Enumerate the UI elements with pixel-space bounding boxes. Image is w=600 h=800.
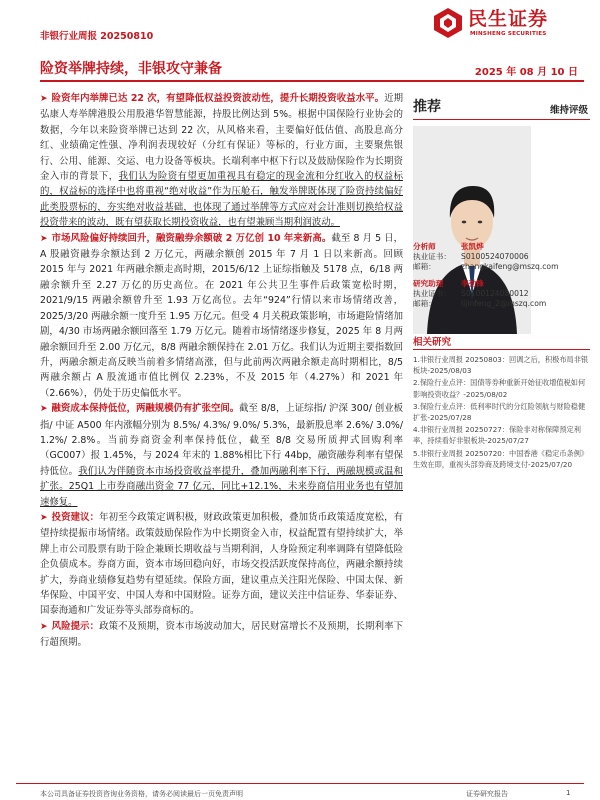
related-item[interactable]: 5.非银行业周报 20250720：中国香港《稳定币条例》生效在即，重视头部券商及跨境支付-2025/07/20 bbox=[413, 448, 589, 469]
analyst-2-role: 研究助理 bbox=[413, 279, 444, 288]
analyst-2-mail-label: 邮箱： bbox=[413, 299, 436, 308]
report-date: 2025 年 08 月 10 日 bbox=[474, 67, 578, 78]
related-item[interactable]: 4.非银行业周报 20250727：保险非对称保障预定利率，持续看好非银板块-2025/07/27 bbox=[413, 425, 581, 446]
p2-highlight: 市场风险偏好持续回升，融资融券余额破 2 万亿创 10 年来新高。 bbox=[51, 232, 332, 244]
bullet-arrow-icon: ➤ bbox=[40, 621, 48, 632]
paragraph-1 bbox=[40, 91, 403, 231]
paragraph-3 bbox=[40, 401, 403, 510]
analyst-1-mail-label: 邮箱： bbox=[413, 262, 436, 271]
p4-text: 年初至今政策定调积极，财政政策更加积极，叠加货币政策适度宽松，有望持续提振市场情绪。政策鼓励保险作为中长期资金入市，权益配置有望持续扩大，举牌上市公司股票有助于险企兼顾长期收益与当期利润，人身险预定利率调降有望降低险企负债成本。券商方面，资本市场回稳向好，市场交投活跃度保持高位，两融余额持续扩大，券商业绩修复趋势有望延续。保险方面，建议重点关注阳光保险、中国太保、新华保险、中国平安、中国人寿和中国财险。证券方面，建议关注中信证券、华泰证券、国泰海通和广发证券等头部券商标的。 bbox=[40, 511, 403, 617]
related-item[interactable]: 2.保险行业点评：国债等券种重新开始征收增值税如何影响投资收益？-2025/08/02 bbox=[413, 378, 586, 399]
bullet-arrow-icon: ➤ bbox=[40, 404, 48, 415]
analyst-1-cert: S0100524070006 bbox=[461, 252, 529, 261]
p2-text: 截至 8 月 5 日，A 股融资融券余额达到 2 万亿元，两融余额创 2015 年 7 月 1 日以来新高。回顾 2015 年与 2021 年两融余额走高时期，2015/6/12 上证综指触及 5178 点，6/18 两融余额升至 2.27 万亿的历史高位。在 2021 年公共卫生事件后政策宽松时期，2021/9/15 两融余额曾升至 1.93 万亿高位。去年“924”行情以来市场情绪改善，2025/3/20 两融余额一度升至 1.95 万亿元。但受 4 月关税政策影响，市场避险情绪加剧，4/30 市场两融余额回落至 1.79 万亿元。随着市场情绪逐步修复，2025 年 8 月两融余额回升至 2.00 万亿元，8/8 两融余额保持在 2.01 万亿。我们认为近期主要指数回升，两融余额走高反映当前着多情绪高涨，但与此前两次两融余额走高时期相比，8/5 两融余额占 A 股流通市值比例仅 2.23%，不及 2015 年（4.27%）和 2021 年（2.66%），仍处于历史偏低水平。 bbox=[40, 232, 403, 399]
main-content bbox=[40, 91, 403, 651]
analyst-2-name: 李劲锋 bbox=[461, 279, 484, 288]
logo-mark-icon bbox=[432, 6, 464, 40]
bullet-arrow-icon: ➤ bbox=[40, 512, 48, 523]
related-research-list bbox=[413, 354, 590, 471]
related-research-title: 相关研究 bbox=[413, 337, 452, 348]
logo-text-en: MINSHENG SECURITIES bbox=[470, 31, 547, 37]
page-number: 1 bbox=[566, 789, 571, 797]
paragraph-2 bbox=[40, 231, 403, 401]
analyst-2-cert-label: 执业证书： bbox=[413, 289, 451, 298]
paragraph-5 bbox=[40, 619, 403, 651]
p3-text: 截至 8/8，上证综指/ 沪深 300/ 创业板指/ 中证 A500 年内涨幅分别为 8.5%/ 4.3%/ 9.0%/ 5.3%，最新股息率 2.6%/ 3.0%/ 1.2%/ 2.8%。当前券商资金利率保持低位，截至 8/8 交易所质押式回购利率（GC007）报 1.45%，与 2024 年末的 1.88%相比下行 44bp，融资融券利率有望保持低位。 bbox=[40, 403, 403, 477]
footer-doc-type: 证券研究报告 bbox=[466, 790, 508, 798]
footer-divider bbox=[16, 783, 584, 784]
p5-text: 政策不及预期，资本市场波动加大，居民财富增长不及预期，长期利率下行超预期。 bbox=[40, 620, 403, 649]
header-tag: 非银行业周报 20250810 bbox=[40, 31, 154, 42]
p1-text: 近期弘康人寿举牌港股公用股港华智慧能源，持股比例达到 5%。根据中国保险行业协会的数据，今年以来险资举牌已达到 22 次，从风格来看，主要偏好低估值、高股息高分红、业绩确定性强、净利润表现较好（分红有保证）等标的，行业方面，主要聚焦银行、公用、能源、交运、电力设备等板块。长端利率中枢下行以及鼓励保险作为长期资金入市的背景下， bbox=[40, 93, 403, 183]
analyst-2-cert: S0100124080012 bbox=[461, 289, 529, 298]
related-item[interactable]: 3.保险行业点评：低利率时代的分红险领航与财险稳健扩张-2025/07/28 bbox=[413, 401, 586, 423]
analyst-1-email[interactable]: zhangkaifeng@mszq.com bbox=[461, 262, 559, 271]
paragraph-4 bbox=[40, 510, 403, 619]
bullet-arrow-icon: ➤ bbox=[40, 233, 48, 244]
p5-highlight: 风险提示： bbox=[51, 620, 100, 632]
p4-highlight: 投资建议： bbox=[51, 511, 100, 523]
footer-disclaimer: 本公司具备证券投资咨询业务资格，请务必阅读最后一页免责声明 bbox=[40, 790, 243, 798]
analyst-1-cert-label: 执业证书： bbox=[413, 252, 451, 261]
analyst-2-email[interactable]: lijinfeng_2@mszq.com bbox=[461, 299, 547, 308]
analyst-1 bbox=[413, 242, 558, 272]
analyst-1-name: 张凯烨 bbox=[461, 242, 484, 251]
related-item[interactable]: 1.非银行业周报 20250803：回调之后，积极布局非银板块-2025/08/03 bbox=[413, 355, 589, 376]
p1-underlined: 我们认为险资有望更加重视具有稳定的现金流和分红收入的权益标的，权益标的选择中也将重视“绝对收益”作为压舱石，触发举牌既体现了险资持续偏好此类股票标的，夯实绝对收益基础，也体现了通过举牌等方式应对会计准则切换给权益投资带来的波动，既有望获取长期投资收益，也有望兼顾当期利润波动。 bbox=[40, 171, 403, 229]
p3-underlined: 我们认为伴随资本市场投资收益率提升，叠加两融利率下行，两融规模或温和扩张。25Q1 上市券商融出资金 77 亿元，同比+12.1%，未来券商信用业务也有望加速修复。 bbox=[40, 465, 403, 508]
sidebar-divider bbox=[413, 119, 590, 120]
report-title: 险资举牌持续，非银攻守兼备 bbox=[40, 61, 222, 77]
analyst-2 bbox=[413, 279, 546, 309]
bullet-arrow-icon: ➤ bbox=[40, 94, 48, 104]
p1-highlight: 险资年内举牌已达 22 次，有望降低权益投资波动性，提升长期投资收益水平。 bbox=[51, 93, 385, 104]
recommend-label: 推荐 bbox=[413, 99, 441, 115]
related-divider bbox=[413, 349, 590, 350]
company-logo bbox=[432, 4, 592, 44]
p3-highlight: 融资成本保持低位，两融规模仍有扩张空间。 bbox=[51, 403, 240, 415]
rating-label: 维持评级 bbox=[549, 105, 588, 116]
header-divider bbox=[40, 80, 584, 82]
analyst-1-role: 分析师 bbox=[413, 242, 436, 251]
logo-text-cn: 民生证券 bbox=[468, 8, 549, 30]
